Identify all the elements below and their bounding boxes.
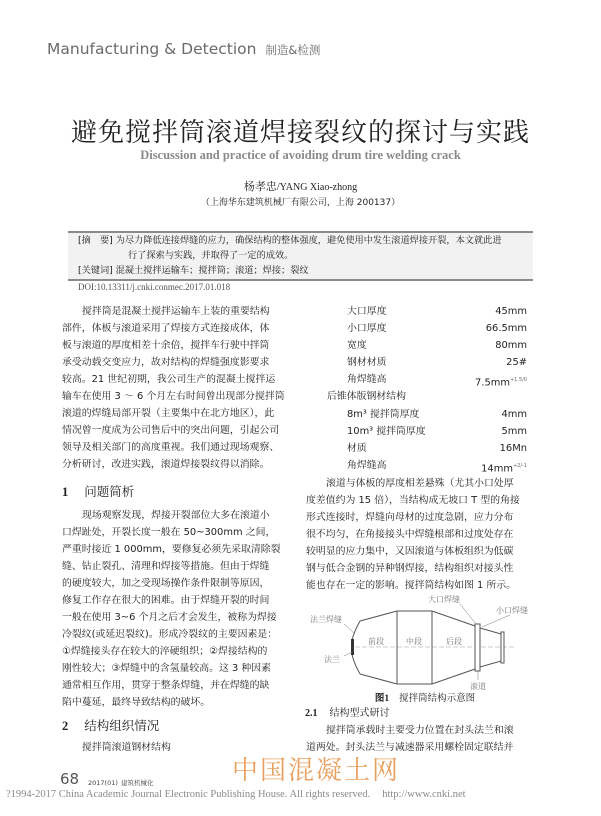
text-line: 搅拌筒承载时主要受力位置在封头法兰和滚 <box>326 725 514 736</box>
spec-label: 小口厚度 <box>347 323 387 334</box>
text-line: 很不均匀，在角接接头中焊缝根部和过度处存在 <box>306 529 514 540</box>
section-1-heading <box>62 485 134 499</box>
spec-label: 角焊缝高 <box>347 460 387 471</box>
label-large-weld: 大口焊缝 <box>428 595 460 604</box>
text-line: 较明显的应力集中，又因滚道与体板组织为低碳 <box>306 546 514 557</box>
article-title-en: Discussion and practice of avoiding drum tire welding crack <box>140 148 461 162</box>
spec-value: 66.5mm <box>485 323 527 334</box>
text-line: 缝、钻止裂孔、清理和焊接等措施。但由于焊缝 <box>62 561 270 572</box>
abstract-text-2: 行了探索与实践，并取得了一定的成效。 <box>128 250 294 261</box>
keywords-text: 混凝土搅拌运输车；搅拌筒；滚道；焊接；裂纹 <box>115 265 309 276</box>
label-middle: 中段 <box>406 637 422 646</box>
label-small-weld: 小口焊缝 <box>496 606 528 615</box>
abstract-label: [摘 要] <box>78 235 113 246</box>
text-line: ①焊缝接头存在较大的淬硬组织；②焊接结构的 <box>62 646 268 657</box>
subsection-number: 2.1 <box>305 708 318 719</box>
section-2-title: 结构组织情况 <box>84 718 160 733</box>
article-title: 避免搅拌筒滚道焊接裂纹的探讨与实践 <box>70 118 530 148</box>
section-2-number: 2 <box>62 719 69 733</box>
doi: DOI:10.13311/j.cnki.conmec.2017.01.018 <box>78 282 231 292</box>
author-cn: 杨孝忠 <box>243 180 277 193</box>
section-header-en: Manufacturing & Detection <box>47 40 257 58</box>
figure-caption-text: 搅拌筒结构示意图 <box>399 693 476 704</box>
watermark: 中国混凝土网 <box>232 756 401 786</box>
section-1-title: 问题简析 <box>84 484 135 499</box>
section-2-heading <box>62 719 159 733</box>
text-line: 承受动载交变应力，故对结构的焊缝强度影要求 <box>62 357 270 368</box>
label-front: 前段 <box>368 637 384 646</box>
journal-name: 建筑机械化 <box>121 779 154 787</box>
copyright-text: ?1994-2017 China Academic Journal Electronic Publishing House. All rights reserved. <box>6 789 371 800</box>
spec-label: 8m³ 搅拌筒厚度 <box>347 409 420 420</box>
label-tire: 滚道 <box>470 682 486 691</box>
spec-value: 80mm <box>495 340 527 351</box>
text-line: 刚性较大；③焊缝中的含氢量较高。这 3 种因素 <box>62 663 272 674</box>
text-line: 口焊趾处，开裂长度一般在 50~300mm 之间， <box>62 527 276 538</box>
text-line: 情况曾一度成为公司售后中的突出问题，引起公司 <box>62 425 280 436</box>
author-en: /YANG Xiao-zhong <box>276 182 358 193</box>
section-1-number: 1 <box>62 485 69 499</box>
spec-value: 25# <box>506 357 527 368</box>
text-line: 输车在使用 3 ～ 6 个月左右时间曾出现部分搅拌筒 <box>62 391 285 402</box>
cone-heading: 后锥体版钢材结构 <box>327 391 407 402</box>
subsection-title: 结构型式研讨 <box>329 708 390 719</box>
left-column <box>62 0 302 816</box>
text-line: 钢与低合金钢的异种钢焊接，结构组织对接头性 <box>306 563 514 574</box>
figure-number: 图1 <box>374 694 390 704</box>
spec-value: 16Mn <box>499 443 527 454</box>
text-line: 度差值约为 15 倍），当结构成无坡口 T 型的角接 <box>306 495 520 506</box>
spec-value: 5mm <box>501 426 527 437</box>
spec-value-text: 14mm <box>481 463 513 475</box>
page-number: 68 <box>60 770 80 788</box>
text-line: 的硬度较大，加之受现场操作条件限制等原因， <box>62 578 270 589</box>
final-paragraph <box>306 0 546 816</box>
copyright-line <box>6 789 466 801</box>
text-line: 搅拌筒是混凝土搅拌运输车上装的重要结构 <box>82 306 270 317</box>
spec-label: 大口厚度 <box>347 306 387 317</box>
text-line: 一般在使用 3~6 个月之后才会发生，被称为焊接 <box>62 612 277 623</box>
spec-label: 10m³ 搅拌筒厚度 <box>347 426 426 437</box>
text-line: 板与滚道的厚度相差十余倍，搅拌车行驶中拌筒 <box>62 340 270 351</box>
spec-value: 4mm <box>501 409 527 420</box>
text-line: 领导及相关部门的高度重视。我们通过现场观察、 <box>62 442 280 453</box>
spec-value: 45mm <box>495 306 527 317</box>
text-line: 严重时接近 1 000mm，要修复必须先采取清除裂 <box>62 544 281 555</box>
section-2-subheading: 搅拌筒滚道钢材结构 <box>82 742 171 753</box>
spec-label: 材质 <box>347 443 367 454</box>
keywords-label: [关键词] <box>78 265 113 276</box>
text-line: 较高。21 世纪初期，我公司生产的混凝土搅拌运 <box>62 374 276 385</box>
section-header-cn: 制造&检测 <box>265 43 321 57</box>
text-line: 通常相互作用，贯穿于整条焊缝，并在焊缝的缺 <box>62 680 270 691</box>
spec-label: 钢材材质 <box>347 357 387 368</box>
text-line: 冷裂纹(或延迟裂纹)。形成冷裂纹的主要因素是： <box>62 629 278 640</box>
issue: 2017(01) <box>88 779 118 787</box>
text-line: 滚道的焊缝局部开裂（主要集中在北方地区），此 <box>62 408 275 419</box>
label-flange-weld: 法兰焊缝 <box>310 615 342 624</box>
text-line: 部件，体板与滚道采用了焊接方式连接成体，体 <box>62 323 270 334</box>
affiliation: （上海华东建筑机械厂有限公司，上海 200137） <box>200 198 401 208</box>
text-line: 陷中蔓延，最终导致结构的破坏。 <box>62 697 211 708</box>
cnki-link[interactable]: http://www.cnki.net <box>382 789 466 800</box>
text-line: 现场观察发现，焊接开裂部位大多在滚道小 <box>82 510 270 521</box>
text-line: 道两处。封头法兰与减速器采用螺栓固定联结并 <box>306 742 514 753</box>
text-line: 形式连接时，焊缝向母材的过度急剧，应力分布 <box>306 512 514 523</box>
text-line: 修复工作存在很大的困难。由于焊缝开裂的时间 <box>62 595 270 606</box>
text-line: 滚道与体板的厚度相差悬殊（尤其小口处厚 <box>326 478 514 489</box>
spec-value-text: 7.5mm <box>475 377 510 389</box>
abstract-text-1: 为尽力降低连接焊缝的应力，确保结构的整体强度，避免使用中发生滚道焊接开裂，本文就此进 <box>115 235 502 246</box>
tolerance: +2/-1 <box>512 463 527 469</box>
spec-label: 角焊缝高 <box>347 374 387 385</box>
label-flange: 法兰 <box>324 655 340 664</box>
text-line: 分析研讨，改进实践，滚道焊接裂纹得以消除。 <box>62 459 270 470</box>
label-rear: 后段 <box>446 637 462 646</box>
text-line: 能也存在一定的影响。搅拌筒结构如图 1 所示。 <box>306 580 517 591</box>
spec-label: 宽度 <box>347 340 367 351</box>
tolerance: +1.5/0 <box>509 377 527 383</box>
